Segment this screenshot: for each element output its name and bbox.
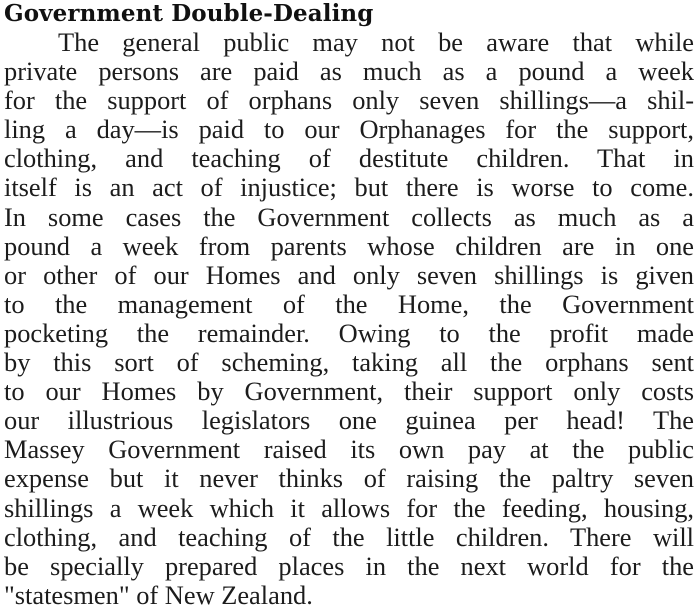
article-line: clothing, and teaching of destitute children. That in xyxy=(4,143,694,174)
article-body xyxy=(4,28,694,610)
article-headline: Government Double-Dealing xyxy=(4,0,374,27)
article-line: to the management of the Home, the Government xyxy=(4,288,694,319)
article-line: expense but it never thinks of raising the paltry seven xyxy=(4,463,694,494)
article-line: itself is an act of injustice; but there is worse to come. xyxy=(4,172,694,203)
article-line: Massey Government raised its own pay at the public xyxy=(4,434,694,465)
article-line: be specially prepared places in the next world for the xyxy=(4,550,694,581)
article-line: our illustrious legislators one guinea per head! The xyxy=(4,405,694,436)
article-line: "statesmen" of New Zealand. xyxy=(4,579,313,610)
article-line: The general public may not be aware that while xyxy=(58,27,694,57)
article-line: private persons are paid as much as a pound a week xyxy=(4,56,694,87)
article-line: to our Homes by Government, their support only costs xyxy=(4,376,694,407)
article-line: In some cases the Government collects as much as a xyxy=(4,201,694,232)
article-line: ling a day—is paid to our Orphanages for the support, xyxy=(4,114,694,145)
article-line: by this sort of scheming, taking all the orphans sent xyxy=(4,347,694,378)
article-line: for the support of orphans only seven shillings—a shil- xyxy=(4,85,694,116)
article-line: pound a week from parents whose children are in one xyxy=(4,230,694,261)
article-line: shillings a week which it allows for the feeding, housing, xyxy=(4,492,694,523)
article-line: pocketing the remainder. Owing to the profit made xyxy=(4,317,694,348)
article-line: clothing, and teaching of the little children. There will xyxy=(4,521,694,552)
article-line: or other of our Homes and only seven shillings is given xyxy=(4,259,694,290)
